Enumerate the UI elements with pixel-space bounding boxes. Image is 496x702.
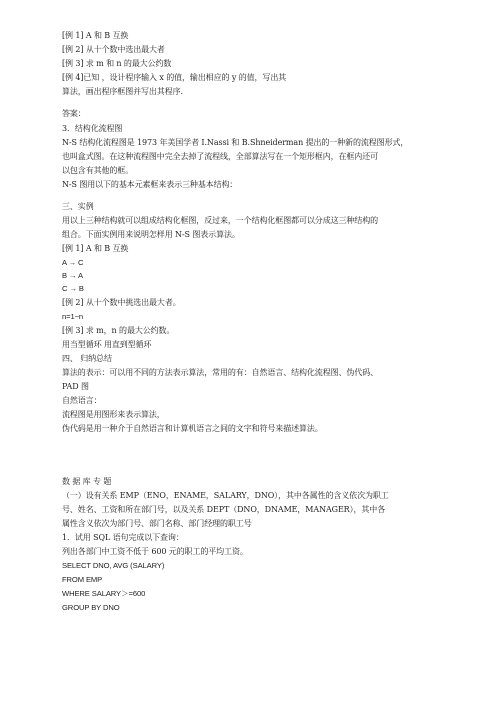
swap-step: B → A	[62, 271, 84, 280]
swap-step: C → B	[62, 284, 84, 293]
loop-line: n=1~n	[62, 312, 84, 321]
section-heading: 3．结构化流程图	[62, 124, 123, 133]
swap-step: A → C	[62, 258, 84, 267]
paragraph-line: 以包含有其他的框。	[62, 166, 134, 175]
paragraph-line: 自然语言：	[62, 396, 102, 405]
sql-line: GROUP BY DNO	[62, 603, 120, 612]
question-line: 列出各部门中工资不低于 600 元的职工的平均工资。	[62, 547, 248, 556]
paragraph-line: 组合。下面实例用来说明怎样用 N-S 图表示算法。	[62, 230, 240, 239]
paragraph-line: PAD 图	[62, 382, 89, 391]
example-1-line: [例 1] A 和 B 互换	[62, 31, 129, 40]
paragraph-line: 算法的表示：可以用不同的方法表示算法，常用的有：自然语言、结构化流程图、伪代码、	[62, 368, 378, 377]
paragraph-line: N-S 图用以下的基本元素框来表示三种基本结构：	[62, 180, 238, 189]
answer-label: 答案：	[62, 109, 86, 118]
sql-line: WHERE SALARY＞=600	[62, 589, 146, 598]
paragraph-line: 伪代码是用一种介于自然语言和计算机语言之间的文字和符号来描述算法。	[62, 424, 323, 433]
example-line: [例 2] 从十个数中挑选出最大者。	[62, 298, 181, 307]
paragraph-line: 流程图是用图形来表示算法，	[62, 410, 165, 419]
section-heading: 三、实例	[62, 202, 94, 211]
section-heading: 四、 归纳总结	[62, 354, 112, 363]
loop-types-line: 用当型循环 用直到型循环	[62, 340, 152, 349]
sql-line: SELECT DNO, AVG (SALARY)	[62, 561, 165, 570]
sql-line: FROM EMP	[62, 575, 103, 584]
paragraph-line: 也叫盒式图。在这种流程图中完全去掉了流程线，全部算法写在一个矩形框内，在框内还可	[62, 152, 378, 161]
example-4-line: [例 4]已知 ，设计程序输入 x 的值，输出相应的 y 的值，写出其	[62, 73, 287, 82]
example-3-line: [例 3] 求 m 和 n 的最大公约数	[62, 59, 172, 68]
paragraph-line: 号、姓名、工资和所在部门号，以及关系 DEPT（DNO，DNAME，MANAGER），其中各	[62, 505, 386, 514]
example-line: [例 3] 求 m，n 的最大公约数。	[62, 326, 175, 335]
example-line: [例 1] A 和 B 互换	[62, 244, 129, 253]
section-title: 数 据 库 专 题	[62, 477, 112, 486]
paragraph-line: 属性含义依次为部门号、部门名称、部门经理的职工号	[62, 519, 252, 528]
paragraph-line: 用以上三种结构就可以组成结构化框图，反过来，一个结构化框图都可以分成这三种结构的	[62, 216, 378, 225]
paragraph-line: N-S 结构化流程图是 1973 年美国学者 I.Nassi 和 B.Shneiderman 提出的一种新的流程图形式，	[62, 138, 409, 147]
example-2-line: [例 2] 从十个数中选出最大者	[62, 45, 165, 54]
question-line: 1．试用 SQL 语句完成以下查询：	[62, 533, 184, 542]
example-4-continuation: 算法，画出程序框图并写出其程序.	[62, 87, 183, 96]
paragraph-line: （一）设有关系 EMP（ENO，ENAME，SALARY，DNO），其中各属性的含义依次为职工	[62, 491, 389, 500]
